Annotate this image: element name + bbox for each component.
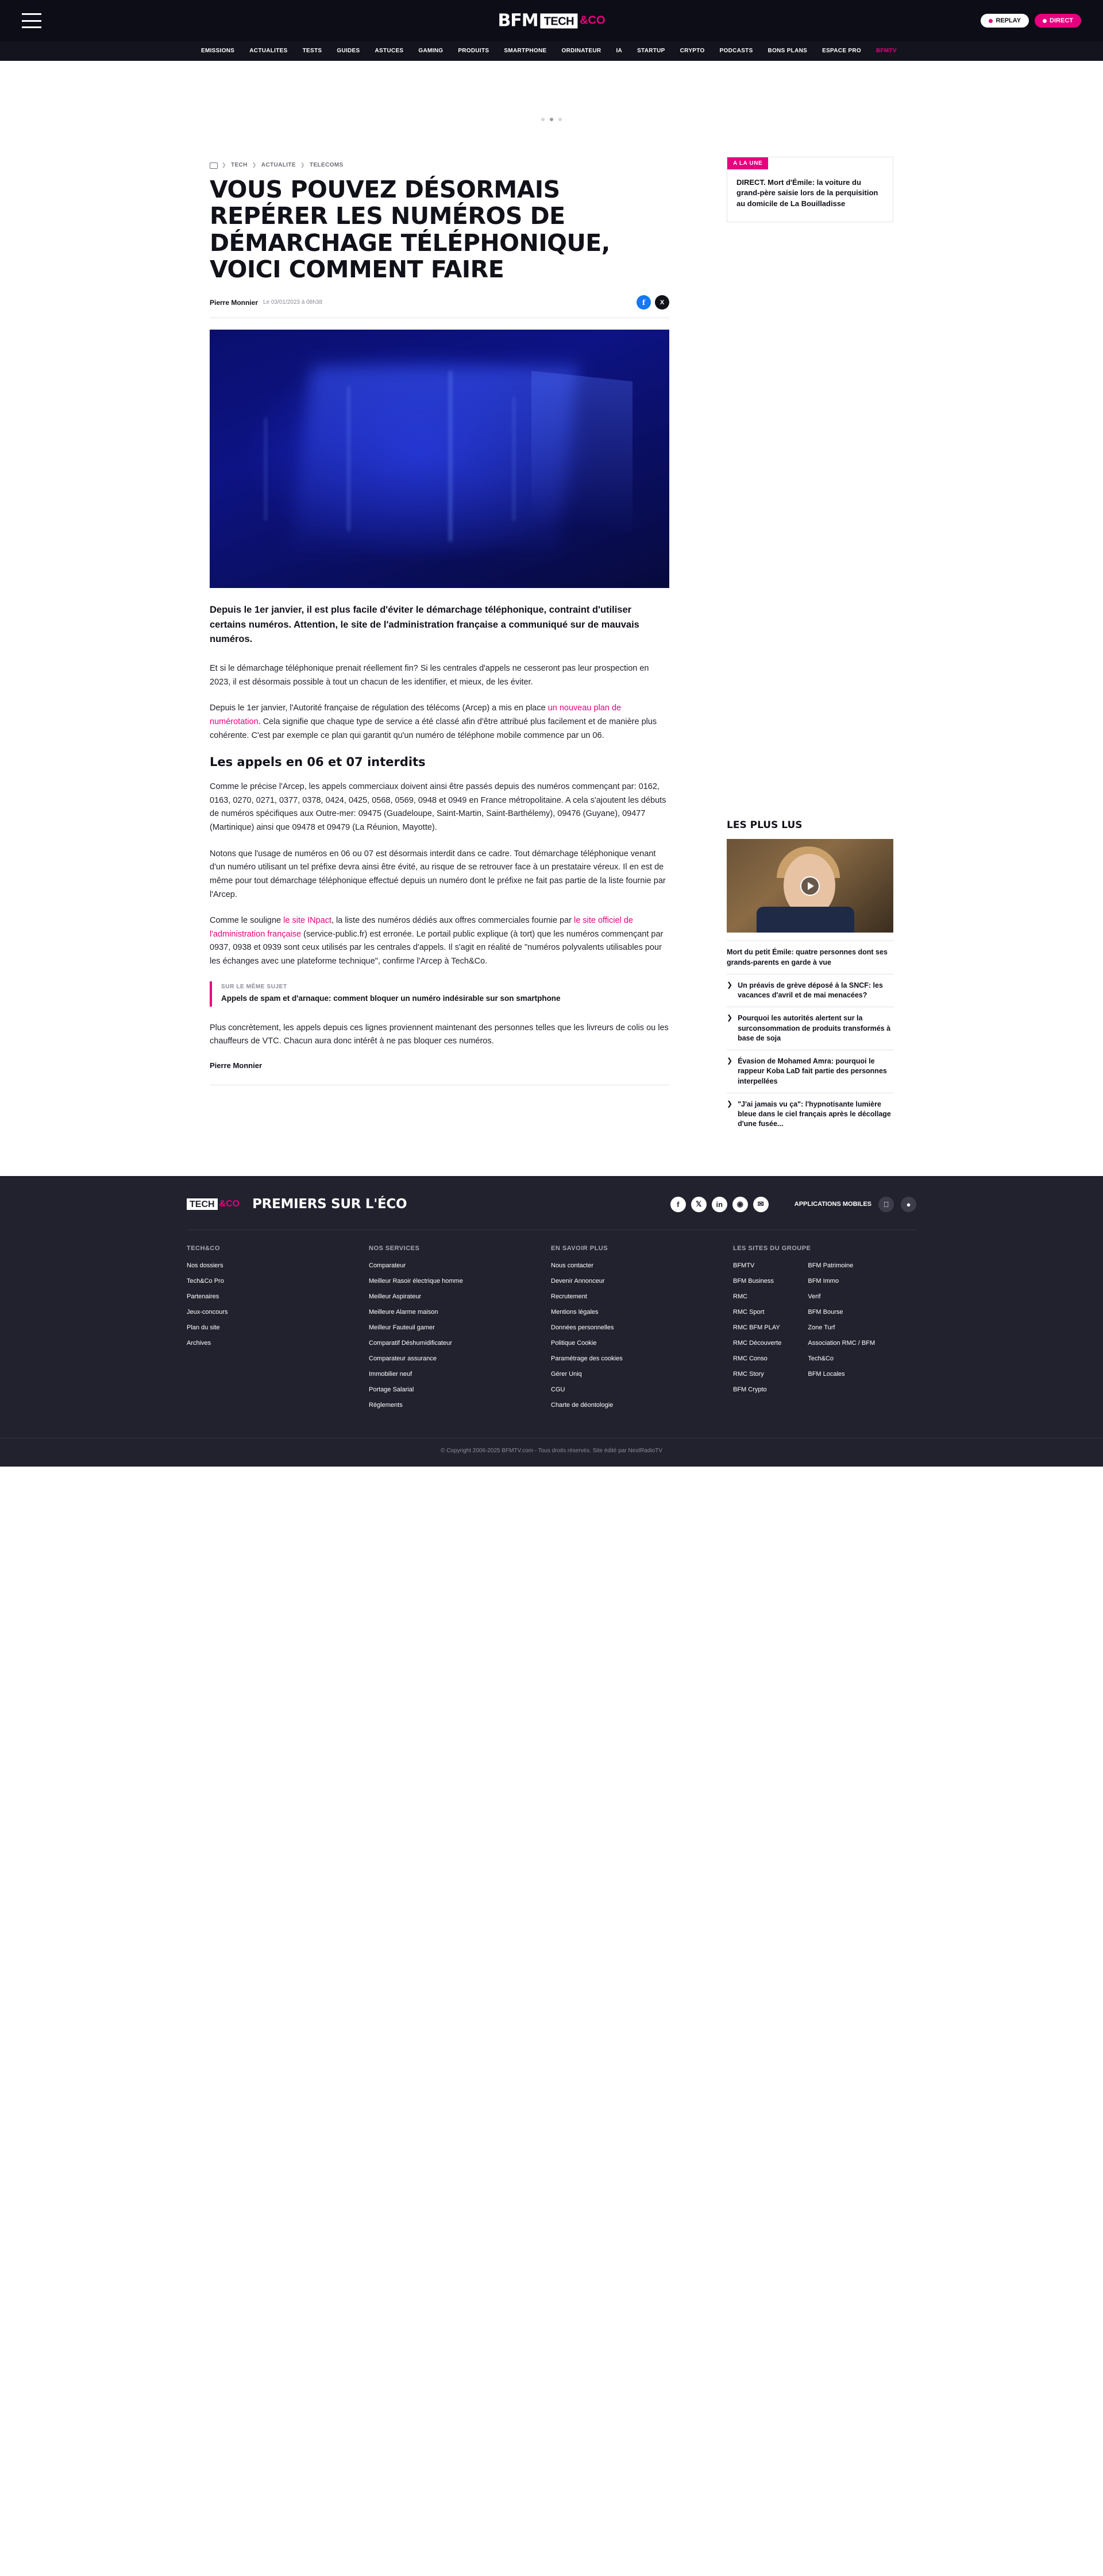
publish-date: Le 03/01/2023 à 08h38 [263,299,322,306]
footer-link-2-4[interactable]: Données personnelles [551,1324,614,1331]
footer-link-1-8[interactable]: Portage Salarial [369,1386,414,1393]
footer-link-3-l0[interactable]: BFMTV [733,1262,755,1269]
nav-item-15[interactable]: BFMTV [876,48,897,54]
link-service-public[interactable]: le site officiel de l'administration française [210,916,633,939]
nav-item-8[interactable]: ORDINATEUR [561,48,601,54]
footer-link-3-r3[interactable]: BFM Bourse [808,1308,843,1316]
paragraph-4-mid: , la liste des numéros dédiés aux offres commerciales fournie par [331,916,574,926]
replay-label: REPLAY [996,17,1021,24]
site-logo[interactable] [497,11,605,31]
replay-dot-icon [989,19,993,23]
footer-link-3-r5[interactable]: Association RMC / BFM [808,1339,876,1347]
facebook-icon[interactable]: f [670,1197,686,1212]
top-bar-actions [981,14,1081,28]
link-next-inpact[interactable]: le site INpact [283,916,331,926]
article-paragraph-2: Comme le précise l'Arcep, les appels commerciaux doivent ainsi être passés depuis des numéros commençant par: 0162, 0163, 0270, 0271, 0377, 0378, 0424, 0425, 0568, 0569, 0948 et 0949 en France métropolitaine. A cela s'ajoutent les débuts de numéros spécifiques aux Outre-mer: 09475 (Guadeloupe, Saint-Martin, Saint-Barthélemy), 09476 (Guyane), 09477 (Martinique) ainsi que 09478 et 09479 (La Réunion, Mayotte). [210,782,666,832]
footer-link-3-l3[interactable]: RMC Sport [733,1308,765,1316]
nav-item-14[interactable]: ESPACE PRO [822,48,861,54]
brand-co-text: &CO [580,14,606,27]
list-item[interactable] [727,1093,893,1136]
footer-link-1-4[interactable]: Meilleur Fauteuil gamer [369,1324,435,1331]
breadcrumb-item-0[interactable]: TECH [230,161,248,168]
footer-link-2-0[interactable]: Nous contacter [551,1262,593,1269]
footer-link-2-7[interactable]: Gérer Uniq [551,1370,582,1378]
article-paragraph-3: Notons que l'usage de numéros en 06 ou 07 est désormais interdit dans ce cadre. Tout démarchage téléphonique venant d'un numéro utilisant un tel préfixe devra ainsi être évité, au risque de se retrouver face à un prestataire véreux. Il en est de même pour tout démarchage téléphonique effectué depuis un numéro dont le préfixe ne fait pas partie de la liste fournie par l'Arcep. [210,849,666,899]
main-navigation [0,41,1103,61]
newsletter-icon[interactable]: ✉ [753,1197,769,1212]
article-paragraph-5: Plus concrètement, les appels depuis ces lignes proviennent maintenant des personnes telles que les livreurs de colis ou les chauffeurs de VTC. Chacun aura donc intérêt à ne pas bloquer ces numéros. [210,1023,669,1046]
footer-link-0-3[interactable]: Jeux-concours [187,1308,228,1316]
footer-logo[interactable] [187,1198,240,1210]
most-read-item-2[interactable]: Pourquoi les autorités alertent sur la surconsommation de produits transformés à base de soja [738,1014,891,1042]
footer-col-title-3: LES SITES DU GROUPE [733,1244,811,1252]
nav-item-5[interactable]: GAMING [418,48,443,54]
breadcrumb [210,157,669,176]
footer-link-3-l6[interactable]: RMC Conso [733,1355,768,1362]
nav-item-3[interactable]: GUIDES [337,48,360,54]
paragraph-1-text: Depuis le 1er janvier, l'Autorité française de régulation des télécoms (Arcep) a mis en place [210,703,548,713]
footer-link-0-1[interactable]: Tech&Co Pro [187,1277,224,1285]
chevron-right-icon: ❯ [727,980,733,989]
breadcrumb-item-2[interactable]: TELECOMS [309,161,344,168]
carousel-dot-2[interactable] [558,118,562,121]
article-paragraph-4 [210,914,669,969]
article-body [210,662,669,1085]
nav-item-2[interactable]: TESTS [302,48,322,54]
footer-link-3-l1[interactable]: BFM Business [733,1277,774,1285]
apps-label: APPLICATIONS MOBILES [794,1201,871,1208]
brand-tech-text: TECH [541,13,577,28]
sidebar-column [727,157,893,1136]
footer-tagline: PREMIERS SUR L'ÉCO [252,1197,407,1212]
nav-item-11[interactable]: CRYPTO [680,48,705,54]
breadcrumb-sep-2: ❯ [300,161,305,168]
linkedin-icon[interactable]: in [712,1197,727,1212]
footer-link-2-8[interactable]: CGU [551,1386,565,1393]
article-paragraph-1 [210,702,669,742]
footer-link-1-0[interactable]: Comparateur [369,1262,406,1269]
x-share-icon[interactable]: X [655,295,669,310]
footer-link-3-r6[interactable]: Tech&Co [808,1355,834,1362]
page-grid [0,150,1103,1136]
most-read-item-1[interactable]: Un préavis de grève déposé à la SNCF: les vacances d'avril et de mai menacées? [738,981,883,1000]
footer-logo-tech: TECH [187,1198,218,1210]
x-icon[interactable]: 𝕏 [691,1197,707,1212]
most-read-section [727,819,893,1135]
article-hero-image [210,330,669,588]
related-title[interactable]: Appels de spam et d'arnaque: comment bloquer un numéro indésirable sur son smartphone [221,993,561,1003]
most-read-item-4[interactable]: "J'ai jamais vu ça": l'hypnotisante lumière bleue dans le ciel français après le décollage d'une fusée... [738,1100,891,1128]
top-ad-slot [0,61,1103,150]
share-buttons [637,295,669,310]
footer-link-1-9[interactable]: Règlements [369,1401,403,1409]
link-plan-numerotation[interactable]: un nouveau plan de numérotation [210,703,622,726]
rss-icon[interactable]: ◉ [732,1197,748,1212]
related-label: SUR LE MÊME SUJET [221,983,287,990]
footer-link-3-l7[interactable]: RMC Story [733,1370,764,1378]
hero-bar-3 [513,397,515,521]
footer-logo-co: &CO [219,1199,240,1209]
chevron-right-icon: ❯ [727,1014,733,1022]
nav-item-13[interactable]: BONS PLANS [768,48,808,54]
footer-link-3-l5[interactable]: RMC Découverte [733,1339,782,1347]
footer-link-0-5[interactable]: Archives [187,1339,211,1347]
footer-col-techco [187,1245,369,1415]
direct-label: DIRECT [1050,17,1073,24]
byline [210,295,669,318]
most-read-item-0[interactable]: Mort du petit Émile: quatre personnes dont ses grands-parents en garde à vue [727,948,888,966]
nav-item-6[interactable]: PRODUITS [458,48,489,54]
footer-link-1-2[interactable]: Meilleur Aspirateur [369,1293,422,1300]
footer-link-1-6[interactable]: Comparateur assurance [369,1355,437,1362]
footer-col-group-sites [733,1245,915,1415]
breadcrumb-sep-1: ❯ [252,161,257,168]
related-article-box[interactable] [210,981,669,1007]
alaune-headline[interactable]: DIRECT. Mort d'Émile: la voiture du grand-père saisie lors de la perquisition au domicile de La Bouilladisse [736,178,878,208]
footer-link-3-r2[interactable]: Verif [808,1293,821,1300]
footer-link-2-9[interactable]: Charte de déontologie [551,1401,614,1409]
footer-link-1-7[interactable]: Immobilier neuf [369,1370,412,1378]
article-lede: Depuis le 1er janvier, il est plus facile d'éviter le démarchage téléphonique, contraint d'utiliser certains numéros. Attention, le site de l'administration française a communiqué sur de mauvais numéros. [210,605,639,645]
footer-link-3-l4[interactable]: RMC BFM PLAY [733,1324,780,1331]
article-subheading: Les appels en 06 et 07 interdits [210,755,426,769]
footer-link-2-6[interactable]: Paramétrage des cookies [551,1355,623,1362]
paragraph-1-text-tail: . Cela signifie que chaque type de service a été classé afin d'être attribué plus facilement et de manière plus cohérente. C'est par exemple ce plan qui garantit qu'un numéro de téléphone mobile commence par un 06. [210,717,657,740]
footer-link-2-2[interactable]: Recrutement [551,1293,587,1300]
nav-item-0[interactable]: EMISSIONS [201,48,235,54]
footer-link-1-5[interactable]: Comparatif Déshumidificateur [369,1339,452,1347]
footer-link-0-4[interactable]: Plan du site [187,1324,220,1331]
footer-col-services [369,1245,551,1415]
brand-bfm-text: BFM [497,10,538,31]
footer-link-3-r7[interactable]: BFM Locales [808,1370,845,1378]
hamburger-icon[interactable] [22,13,41,28]
site-footer [0,1176,1103,1467]
mr-hero-coat [757,907,854,933]
nav-item-1[interactable]: ACTUALITES [249,48,288,54]
carousel-dots[interactable] [541,118,562,121]
footer-link-3-r4[interactable]: Zone Turf [808,1324,835,1331]
nav-item-7[interactable]: SMARTPHONE [504,48,547,54]
nav-item-10[interactable]: STARTUP [637,48,665,54]
play-icon[interactable] [800,876,820,896]
breadcrumb-item-1[interactable]: ACTUALITE [261,161,296,168]
carousel-dot-0[interactable] [541,118,545,121]
article-paragraph-0: Et si le démarchage téléphonique prenait réellement fin? Si les centrales d'appels ne cesseront pas leur prospection en 2023, il est désormais possible à tout un chacun de les identifier, et mieux, de les éviter. [210,664,649,687]
paragraph-4-intro: Comme le souligne [210,916,284,926]
footer-col-title-0: TECH&CO [187,1244,220,1252]
hero-bar-4 [265,417,267,521]
direct-button[interactable] [1035,14,1081,28]
most-read-hero-image[interactable] [727,839,893,933]
facebook-share-icon[interactable]: f [637,295,651,310]
list-item[interactable] [727,1050,893,1093]
footer-legal: © Copyright 2006-2025 BFMTV.com - Tous droits réservés. Site édité par NextRadioTV [0,1438,1103,1467]
footer-link-2-1[interactable]: Devenir Annonceur [551,1277,605,1285]
footer-link-3-l8[interactable]: BFM Crypto [733,1386,767,1393]
footer-link-2-3[interactable]: Mentions légales [551,1308,599,1316]
alaune-box [727,157,893,222]
most-read-item-3[interactable]: Évasion de Mohamed Amra: pourquoi le rappeur Koba LaD fait partie des personnes interpellées [738,1057,887,1085]
footer-link-2-5[interactable]: Politique Cookie [551,1339,597,1347]
direct-dot-icon [1043,19,1047,23]
footer-link-3-r0[interactable]: BFM Patrimoine [808,1262,854,1269]
footer-link-1-1[interactable]: Meilleur Rasoir électrique homme [369,1277,463,1285]
footer-link-3-r1[interactable]: BFM Immo [808,1277,839,1285]
footer-link-0-2[interactable]: Partenaires [187,1293,219,1300]
android-icon[interactable]: ● [901,1197,916,1212]
article-column [210,157,669,1136]
nav-item-12[interactable]: PODCASTS [719,48,753,54]
paragraph-4-tail: (service-public.fr) est erronée. Le portail public explique (à tort) que les numéros commençant par 0937, 0938 et 0939 sont ceux utilisés par les centrales d'appels. Il s'agit en réalité de "numéros polyvalents utilisables pour les échanges avec une plateforme technique", confirme l'Arcep à Tech&Co. [210,929,664,966]
hero-bar-2 [449,371,452,541]
breadcrumb-sep-0: ❯ [222,161,226,168]
top-bar [0,0,1103,41]
list-item[interactable] [727,974,893,1007]
footer-col-title-2: EN SAVOIR PLUS [551,1244,608,1252]
carousel-dot-1[interactable] [550,118,553,121]
nav-item-9[interactable]: IA [616,48,623,54]
article-signature: Pierre Monnier [210,1061,263,1070]
hero-pane [531,371,633,531]
footer-col-more [551,1245,733,1415]
most-read-title: LES PLUS LUS [727,819,803,831]
replay-button[interactable] [981,14,1029,28]
footer-link-0-0[interactable]: Nos dossiers [187,1262,223,1269]
list-item[interactable] [727,941,893,974]
page-title: VOUS POUVEZ DÉSORMAIS REPÉRER LES NUMÉROS DE DÉMARCHAGE TÉLÉPHONIQUE, VOICI COMMENT FAIRE [210,176,610,283]
alaune-tag: A LA UNE [727,157,768,169]
footer-link-1-3[interactable]: Meilleure Alarme maison [369,1308,438,1316]
footer-columns [187,1229,916,1438]
chevron-right-icon: ❯ [727,1057,733,1065]
nav-item-4[interactable]: ASTUCES [375,48,404,54]
chevron-right-icon: ❯ [727,1099,733,1108]
footer-apps [795,1197,916,1212]
apple-icon[interactable] [878,1197,894,1212]
footer-link-3-l2[interactable]: RMC [733,1293,748,1300]
home-icon[interactable] [210,161,217,168]
list-item[interactable] [727,1007,893,1050]
footer-socials [670,1197,916,1212]
footer-col-title-1: NOS SERVICES [369,1244,420,1252]
footer-top [187,1197,916,1229]
hero-bar-1 [348,386,350,531]
author-name: Pierre Monnier [210,298,259,307]
